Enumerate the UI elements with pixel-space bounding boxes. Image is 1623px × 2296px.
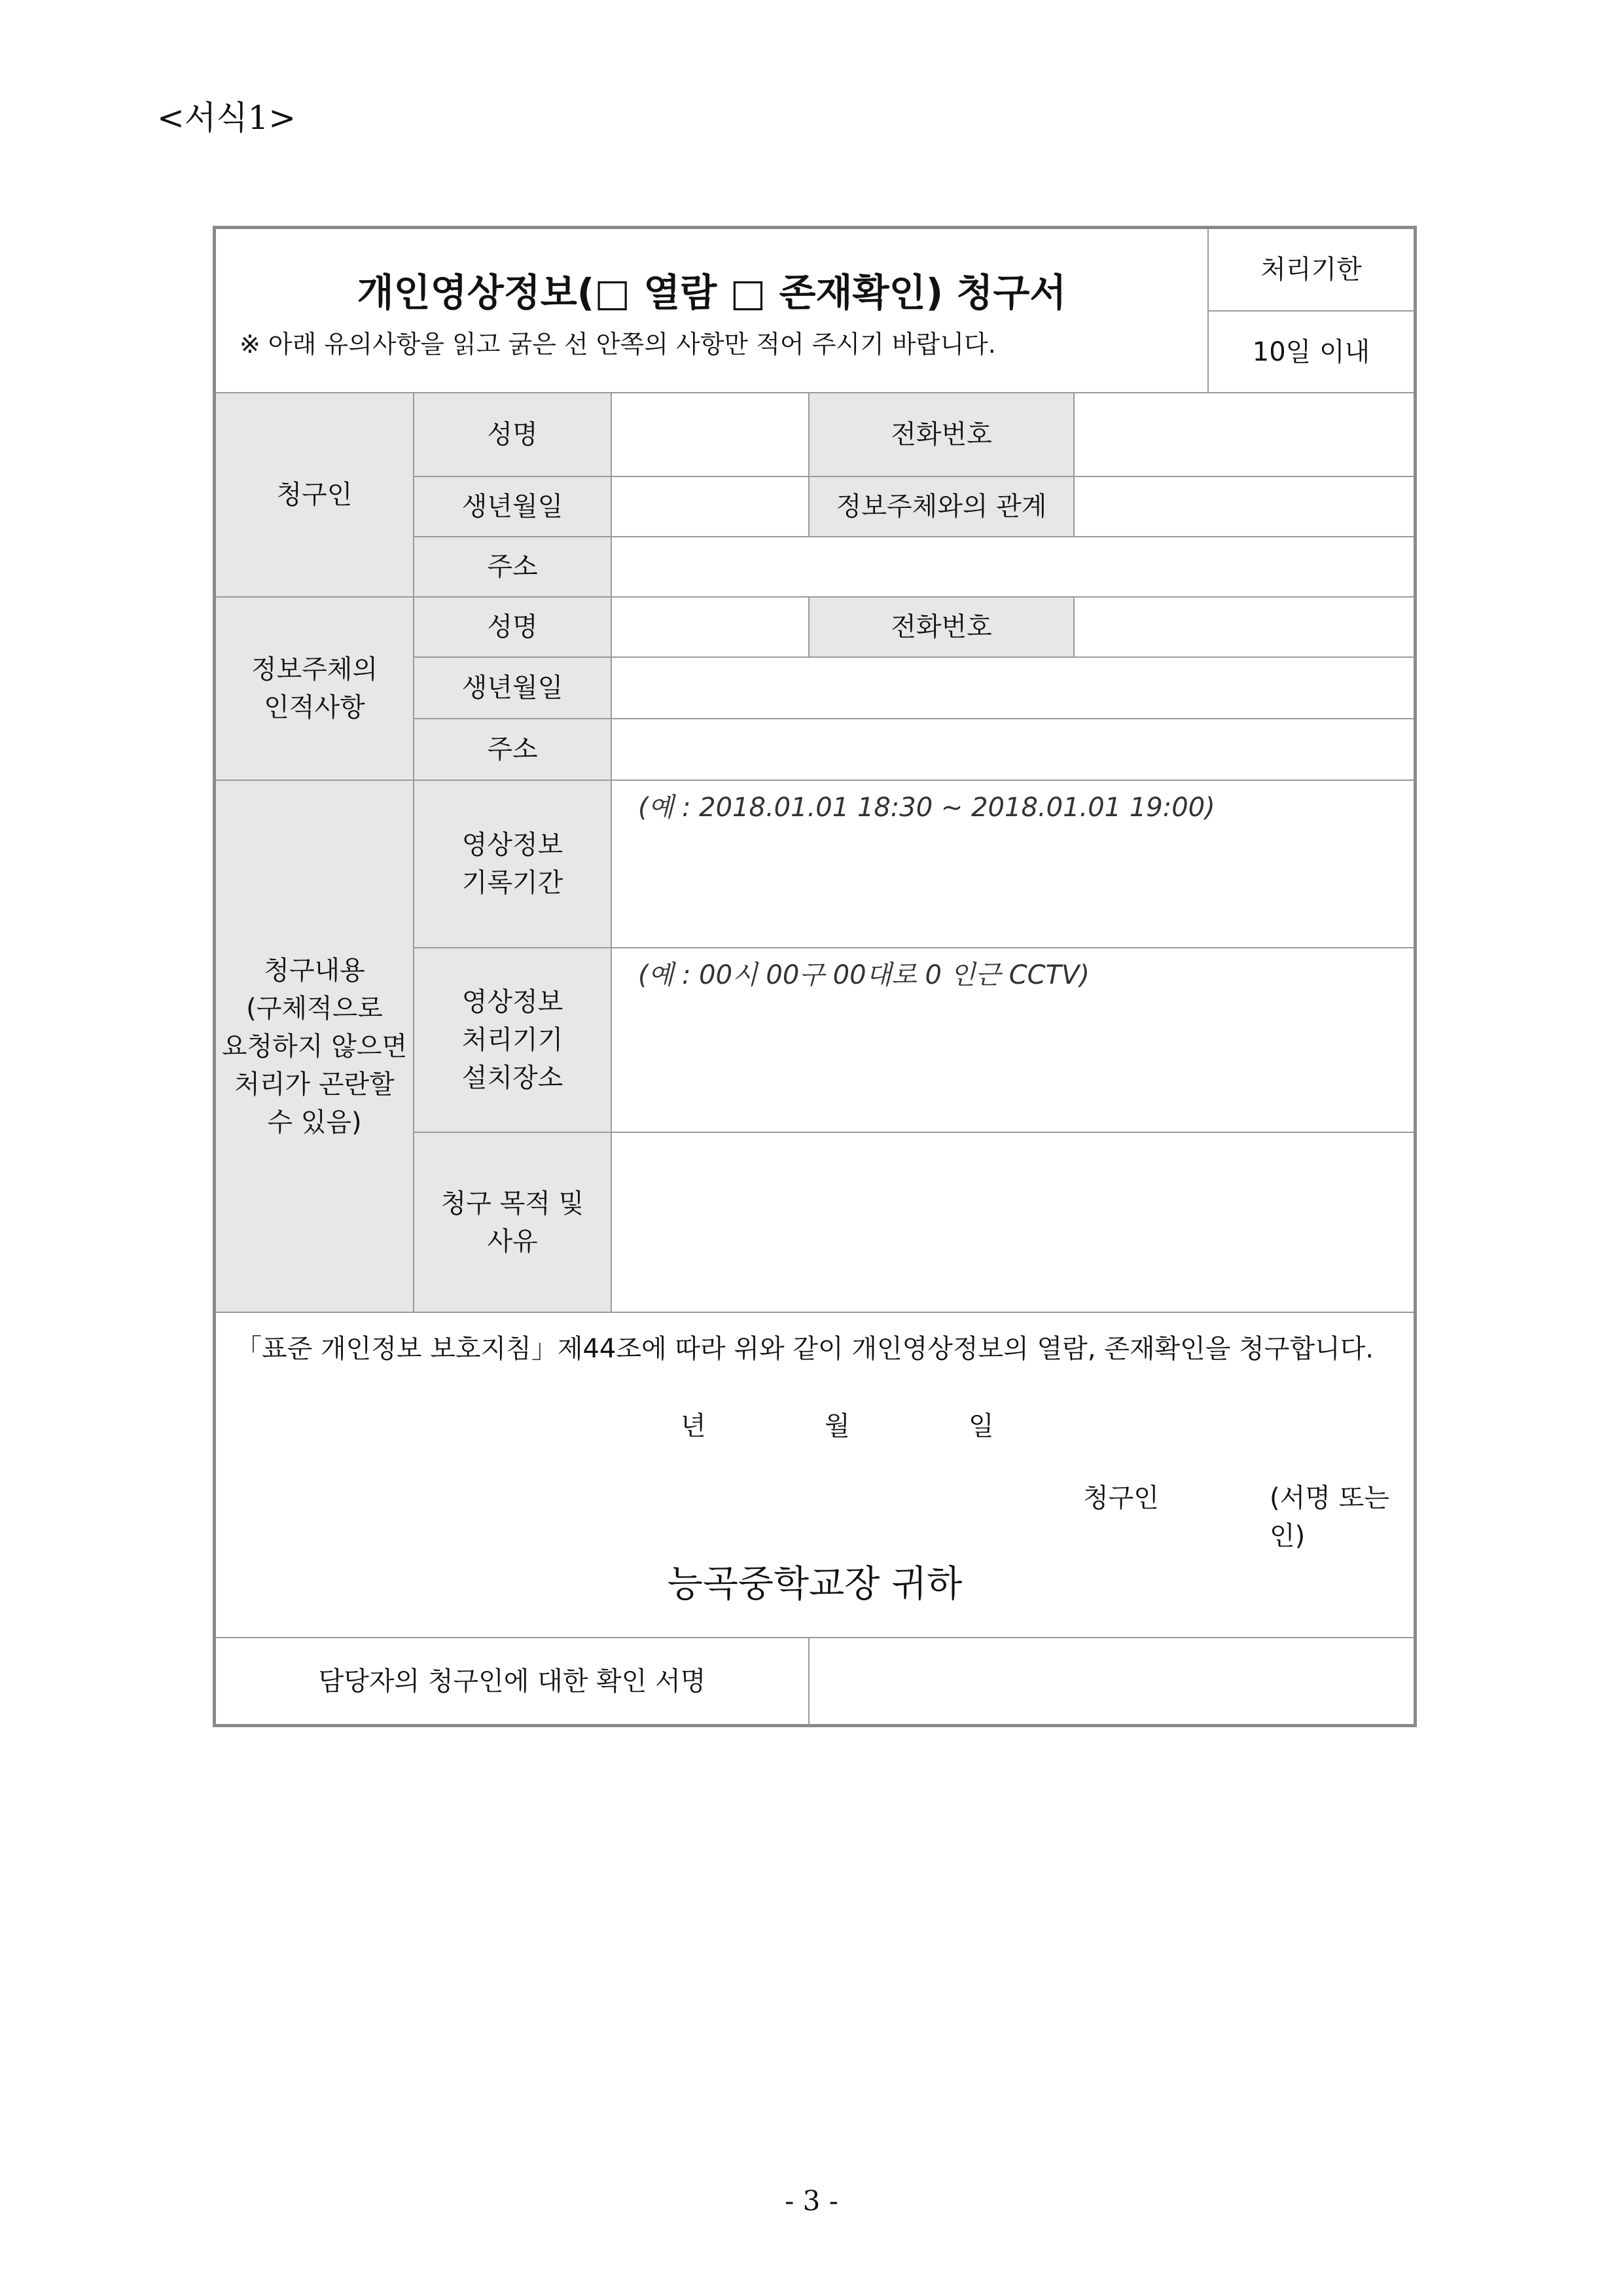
purpose-label-line: 사유 xyxy=(487,1226,538,1257)
date-year-label: 년 xyxy=(681,1411,706,1441)
request-form xyxy=(213,226,1417,1727)
request-section-line: 처리가 곤란할 xyxy=(234,1069,395,1100)
date-month-label: 월 xyxy=(825,1411,850,1441)
deadline-label: 처리기한 xyxy=(1208,229,1414,311)
record-period-label xyxy=(414,780,611,948)
requester-relation-field[interactable] xyxy=(1074,476,1414,537)
request-section-label xyxy=(216,780,414,1312)
addressee: 능곡중학교장 귀하 xyxy=(667,1563,963,1605)
form-title-block xyxy=(216,229,1208,393)
record-period-field[interactable] xyxy=(611,780,1414,948)
subject-birth-label: 생년월일 xyxy=(414,657,611,719)
request-form-table xyxy=(216,229,1414,1724)
purpose-label-line: 청구 목적 및 xyxy=(440,1188,584,1219)
form-title: 개인영상정보(□ 열람 □ 존재확인) 청구서 xyxy=(357,270,1067,315)
request-section-line: 청구내용 xyxy=(264,955,365,986)
record-period-label-line: 기록기간 xyxy=(461,868,563,898)
subject-name-label: 성명 xyxy=(414,597,611,657)
requester-section-label: 청구인 xyxy=(216,393,414,597)
device-location-hint: (예 : 00시 00구 00대로 0 인근 CCTV) xyxy=(638,960,1090,990)
subject-address-label: 주소 xyxy=(414,719,611,780)
requester-name-label: 성명 xyxy=(414,393,611,476)
signature-or-seal-label: (서명 또는 인) xyxy=(1270,1483,1389,1551)
deadline-value: 10일 이내 xyxy=(1208,311,1414,393)
requester-address-label: 주소 xyxy=(414,537,611,597)
request-section-line: (구체적으로 xyxy=(246,993,383,1024)
form-number-label: <서식1> xyxy=(157,99,296,137)
signature-requester-label: 청구인 xyxy=(1083,1483,1159,1513)
signature-row xyxy=(236,1479,1394,1551)
officer-confirm-label: 담당자의 청구인에 대한 확인 서명 xyxy=(216,1638,809,1724)
subject-phone-label: 전화번호 xyxy=(809,597,1074,657)
request-section-line: 요청하지 않으면 xyxy=(221,1031,408,1062)
subject-section-line2: 인적사항 xyxy=(264,692,365,723)
purpose-label xyxy=(414,1132,611,1312)
requester-name-field[interactable] xyxy=(611,393,809,476)
record-period-label-line: 영상정보 xyxy=(461,830,563,860)
form-instruction: ※ 아래 유의사항을 읽고 굵은 선 안쪽의 사항만 적어 주시기 바랍니다. xyxy=(240,330,996,359)
requester-birth-label: 생년월일 xyxy=(414,476,611,537)
subject-name-field[interactable] xyxy=(611,597,809,657)
device-location-label-line: 영상정보 xyxy=(461,987,563,1017)
device-location-label-line: 처리기기 xyxy=(461,1025,563,1055)
requester-phone-field[interactable] xyxy=(1074,393,1414,476)
page-number: - 3 - xyxy=(785,2185,838,2217)
requester-relation-label: 정보주체와의 관계 xyxy=(809,476,1074,537)
device-location-label xyxy=(414,948,611,1132)
officer-confirm-field[interactable] xyxy=(809,1638,1414,1724)
device-location-label-line: 설치장소 xyxy=(461,1063,563,1093)
subject-phone-field[interactable] xyxy=(1074,597,1414,657)
record-period-hint: (예 : 2018.01.01 18:30 ~ 2018.01.01 19:00) xyxy=(638,793,1215,823)
declaration-block xyxy=(216,1312,1414,1638)
subject-section-label xyxy=(216,597,414,780)
declaration-text: 「표준 개인정보 보호지침」제44조에 따라 위와 같이 개인영상정보의 열람, 존재확인을 청구합니다. xyxy=(236,1334,1374,1364)
requester-birth-field[interactable] xyxy=(611,476,809,537)
subject-birth-field[interactable] xyxy=(611,657,1414,719)
purpose-field[interactable] xyxy=(611,1132,1414,1312)
requester-phone-label: 전화번호 xyxy=(809,393,1074,476)
date-day-label: 일 xyxy=(969,1411,994,1441)
date-row xyxy=(236,1407,1394,1446)
device-location-field[interactable] xyxy=(611,948,1414,1132)
subject-address-field[interactable] xyxy=(611,719,1414,780)
requester-address-field[interactable] xyxy=(611,537,1414,597)
request-section-line: 수 있음) xyxy=(267,1107,362,1138)
subject-section-line1: 정보주체의 xyxy=(251,655,378,685)
